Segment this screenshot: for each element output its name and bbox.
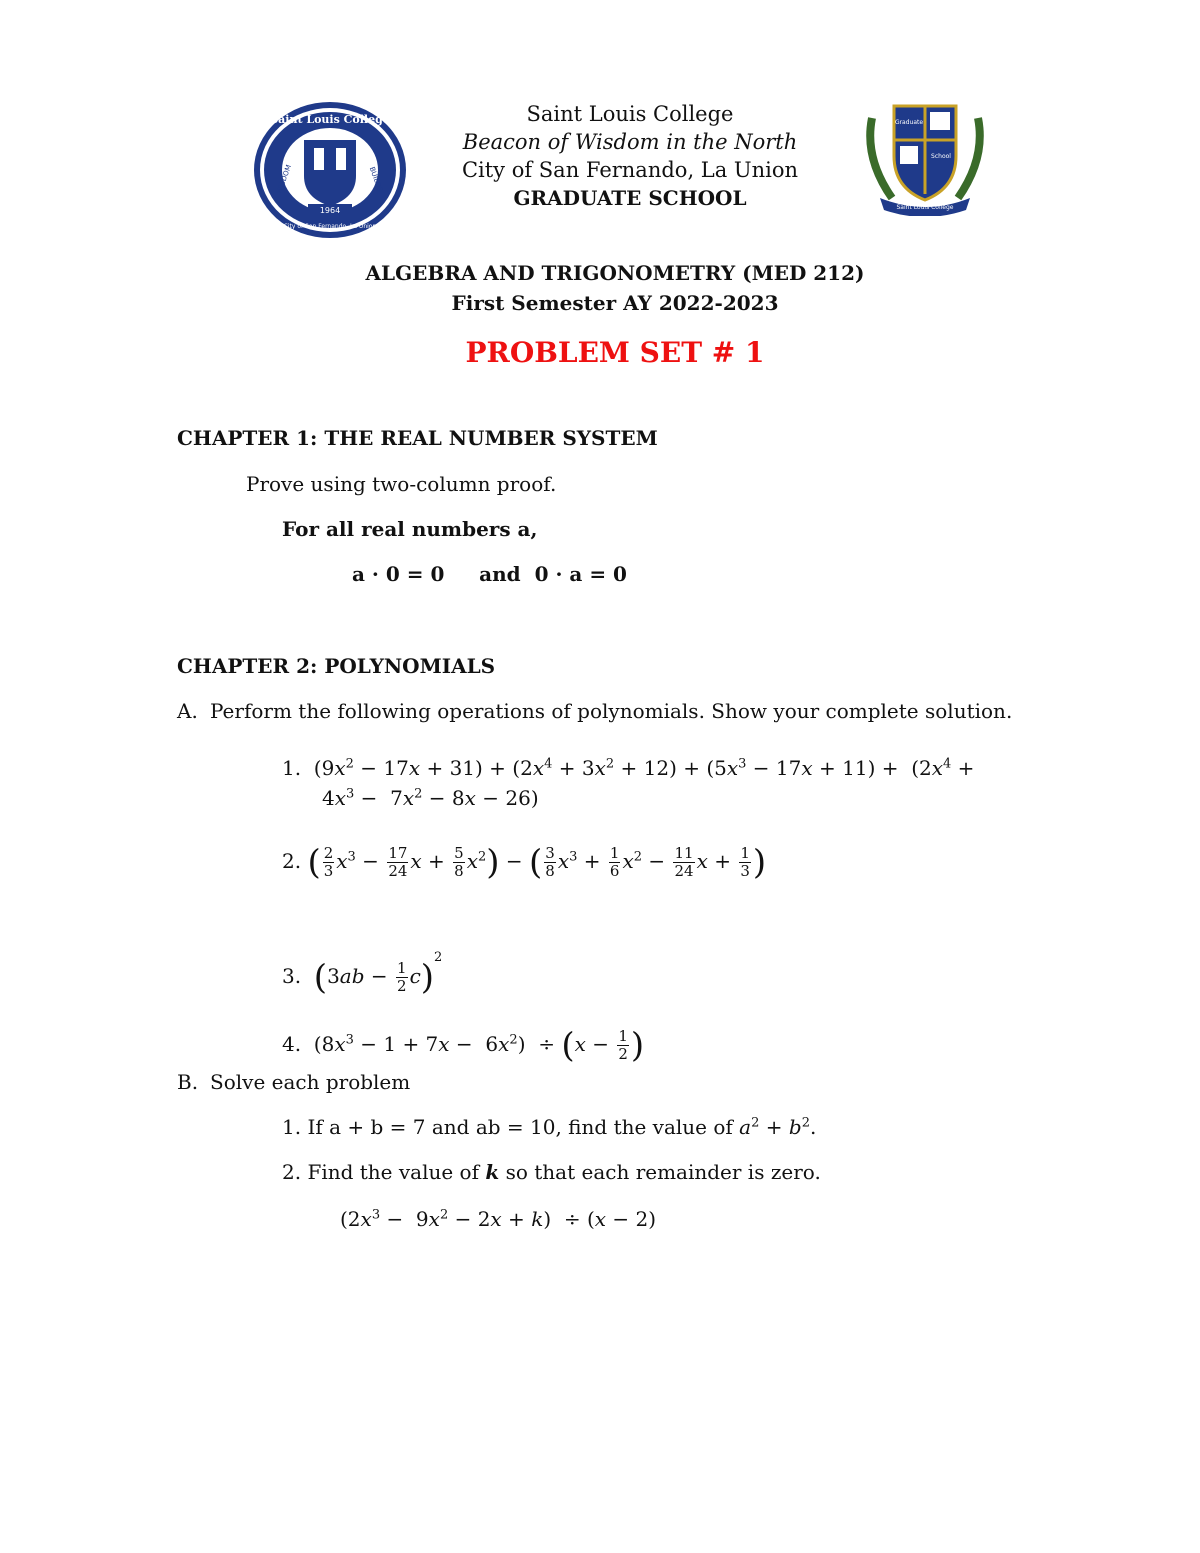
problem-b1: 1. If a + b = 7 and ab = 10, find the value of $a^2 + b^2$. [282, 1115, 817, 1139]
svg-text:Saint Louis College: Saint Louis College [270, 113, 390, 126]
svg-text:BUILDS: BUILDS [367, 165, 385, 193]
chapter1-equation: a · 0 = 0 and 0 · a = 0 [352, 562, 627, 586]
chapter1-statement: For all real numbers a, [282, 517, 538, 541]
institution-header [380, 100, 880, 212]
svg-text:Saint Louis College: Saint Louis College [896, 204, 954, 211]
part-b-letter: B. [177, 1070, 199, 1094]
svg-text:City of San Fernando, La Union: City of San Fernando, La Union [283, 223, 377, 230]
problem-b2-k: k [485, 1160, 500, 1184]
svg-text:School: School [931, 153, 951, 160]
problem-b2 [282, 1160, 821, 1184]
problem-a4: 4. $(8x^3 - 1 + 7x - 6x^2) \div (x$ − $\frac{1}{2}$ ) [282, 1025, 645, 1066]
problem-b2-expression: $(2x^3 - 9x^2 - 2x + k) \div (x - 2)$ [340, 1207, 657, 1231]
chapter2-heading: CHAPTER 2: POLYNOMIALS [177, 654, 496, 678]
graduate-school-label: GRADUATE SCHOOL [513, 186, 747, 210]
svg-text:WISDOM: WISDOM [275, 163, 294, 195]
part-a-instruction: Perform the following operations of polynomials. Show your complete solution. [210, 699, 1013, 723]
course-term: First Semester AY 2022-2023 [451, 291, 779, 315]
problem-a3: 3. (3ab − $\frac{1}{2}$ c)$^2$ [282, 950, 443, 998]
part-a-letter: A. [177, 699, 198, 723]
svg-text:1964: 1964 [319, 206, 341, 215]
part-b-instruction: Solve each problem [210, 1070, 411, 1094]
problem-a1-continued: $4x^3 - 7x^2 - 8x - 26$) [322, 786, 539, 810]
course-block [300, 258, 930, 318]
problem-a2: 2. ( $\frac{2}{3}$ $x^3$ − $\frac{17}{24}$ x + $\frac{5}{8}$ $x^2$) − ( $\frac{3}{8}$ $x^3$ + $\frac{1}{6}$ $x^2$ − $\frac{11}{24}$ x + $\frac{1}{3}$ ) [282, 842, 767, 883]
chapter1-heading: CHAPTER 1: THE REAL NUMBER SYSTEM [177, 426, 658, 450]
problem-b2-pre: 2. Find the value of [282, 1160, 480, 1184]
problem-set-title: PROBLEM SET # 1 [465, 336, 765, 369]
college-motto: Beacon of Wisdom in the North [462, 130, 798, 154]
college-name: Saint Louis College [526, 102, 734, 126]
chapter1-instruction: Prove using two-column proof. [246, 472, 557, 496]
college-location: City of San Fernando, La Union [461, 158, 799, 182]
svg-text:Graduate: Graduate [894, 119, 924, 126]
problem-a1: 1. $(9x^2 - 17x + 31) + (2x^4 + 3x^2 + 12) + (5x^3 - 17x + 11) + (2x^4$ + [282, 756, 975, 780]
problem-b1-text: 1. If a + b = 7 and ab = 10, find the value of [282, 1115, 733, 1139]
course-title: ALGEBRA AND TRIGONOMETRY (MED 212) [365, 261, 865, 285]
graduate-school-crest [862, 98, 988, 216]
problem-b2-post: so that each remainder is zero. [505, 1160, 821, 1184]
